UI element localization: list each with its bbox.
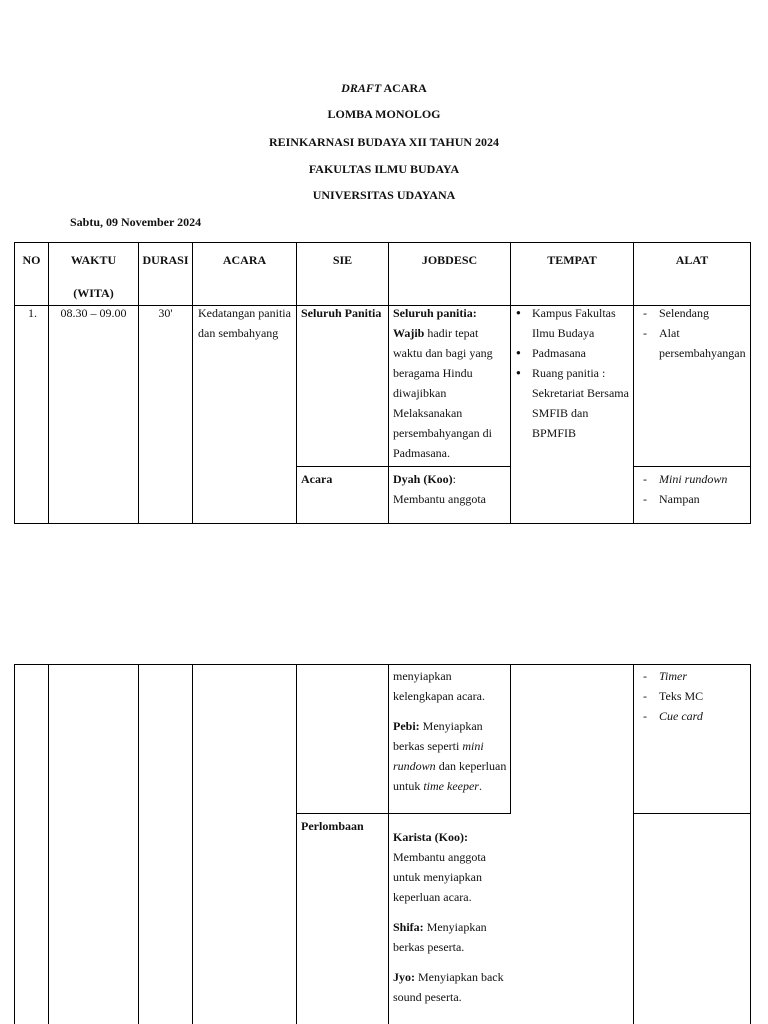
row1-jobdesc-acara bbox=[393, 469, 507, 509]
table1-col-line bbox=[633, 242, 634, 524]
title-line-4: FAKULTAS ILMU BUDAYA bbox=[308, 162, 460, 176]
alat-item: - Cue card bbox=[641, 706, 749, 726]
sie-label: Acara bbox=[301, 472, 333, 486]
table2-col-line bbox=[388, 664, 389, 1024]
tempat-item: ● Kampus Fakultas Ilmu Budaya bbox=[514, 303, 632, 343]
table1-bottom-border bbox=[14, 523, 751, 524]
tempat-item: ● Padmasana bbox=[514, 343, 632, 363]
table1-col-line bbox=[388, 242, 389, 524]
row1-sie-acara bbox=[301, 469, 387, 489]
job-text: menyiapkan kelengkapan acara. bbox=[393, 669, 485, 703]
row1-alat-acara bbox=[641, 469, 749, 509]
page2-jobdesc-acara bbox=[393, 666, 507, 796]
table2-col-line bbox=[138, 664, 139, 1024]
job-pebi: Pebi: Menyiapkan berkas seperti mini rundown dan keperluan untuk time keeper. bbox=[393, 719, 507, 793]
row1-alat-seluruh bbox=[641, 303, 749, 363]
header-alat: ALAT bbox=[675, 253, 709, 267]
row1-no: 1. bbox=[28, 306, 37, 320]
table1-col-line bbox=[510, 242, 511, 524]
sie-label: Seluruh Panitia bbox=[301, 306, 382, 320]
header-sie: SIE bbox=[332, 253, 353, 267]
table2-sie-divider bbox=[296, 813, 511, 814]
job-karista: Karista (Koo): Membantu anggota untuk menyiapkan keperluan acara. bbox=[393, 830, 486, 904]
alat-item: - Alat persembahyangan bbox=[641, 323, 749, 363]
table1-col-line bbox=[48, 242, 49, 524]
row1-sie-seluruh bbox=[301, 303, 387, 323]
table1-col-line bbox=[14, 242, 15, 524]
header-tempat: TEMPAT bbox=[547, 253, 597, 267]
job-jyo: Jyo: Menyiapkan back sound peserta. bbox=[393, 970, 504, 1004]
alat-list bbox=[641, 303, 749, 363]
header-durasi: DURASI bbox=[142, 253, 189, 267]
title-acara-word: ACARA bbox=[381, 81, 427, 95]
job-text: hadir tepat waktu dan bagi yang beragama Hindu diwajibkan Melaksanakan persembahyangan di Padmasana. bbox=[393, 326, 493, 460]
sie-label: Perlombaan bbox=[301, 819, 364, 833]
table1-col-line bbox=[192, 242, 193, 524]
table2-col-line bbox=[192, 664, 193, 1024]
event-date: Sabtu, 09 November 2024 bbox=[70, 215, 202, 229]
alat-item: - Timer bbox=[641, 666, 749, 686]
row1-acara: Kedatangan panitia dan sembahyang bbox=[198, 306, 291, 340]
page2-alat-acara bbox=[641, 666, 749, 726]
title-line-2: LOMBA MONOLOG bbox=[327, 107, 441, 121]
header-waktu-sub: (WITA) bbox=[73, 286, 114, 300]
table2-col-line bbox=[633, 664, 634, 1024]
table2-col-line bbox=[14, 664, 15, 1024]
alat-list bbox=[641, 469, 749, 509]
title-draft-word: DRAFT bbox=[341, 81, 382, 95]
page2-jobdesc-perlombaan bbox=[393, 827, 507, 1007]
alat-list bbox=[641, 666, 749, 726]
alat-item: - Nampan bbox=[641, 489, 749, 509]
row1-waktu: 08.30 – 09.00 bbox=[60, 306, 127, 320]
header-no: NO bbox=[22, 253, 41, 267]
tempat-list bbox=[514, 303, 632, 443]
table2-alat-divider bbox=[633, 813, 750, 814]
table1-top-border bbox=[14, 242, 751, 243]
job-person: Dyah (Koo) bbox=[393, 472, 453, 486]
row1-jobdesc-seluruh bbox=[393, 303, 507, 463]
alat-item: - Mini rundown bbox=[641, 469, 749, 489]
table2-col-line bbox=[510, 664, 511, 814]
table2-col-line bbox=[48, 664, 49, 1024]
page2-sie-perlombaan bbox=[301, 816, 387, 836]
header-jobdesc: JOBDESC bbox=[421, 253, 478, 267]
job-bold-word: Wajib bbox=[393, 326, 425, 340]
table2-col-line bbox=[296, 664, 297, 1024]
header-waktu: WAKTU bbox=[70, 253, 117, 267]
alat-item: - Selendang bbox=[641, 303, 749, 323]
table2-col-line bbox=[750, 664, 751, 1024]
title-line-5: UNIVERSITAS UDAYANA bbox=[312, 188, 456, 202]
job-person: Seluruh panitia: bbox=[393, 306, 477, 320]
job-shifa: Shifa: Menyiapkan berkas peserta. bbox=[393, 920, 487, 954]
table2-top-border bbox=[14, 664, 751, 665]
table1-col-line bbox=[138, 242, 139, 524]
alat-item: - Teks MC bbox=[641, 686, 749, 706]
title-line-1 bbox=[0, 81, 768, 96]
tempat-item: ● Ruang panitia : Sekretariat Bersama SMFIB dan BPMFIB bbox=[514, 363, 632, 443]
row1-durasi: 30' bbox=[158, 306, 173, 320]
table1-sie-divider bbox=[296, 466, 510, 467]
job-text: : Membantu anggota bbox=[393, 472, 486, 506]
table1-col-line bbox=[750, 242, 751, 524]
header-acara: ACARA bbox=[222, 253, 267, 267]
table1-alat-divider bbox=[633, 466, 750, 467]
title-line-3: REINKARNASI BUDAYA XII TAHUN 2024 bbox=[268, 135, 500, 149]
row1-tempat bbox=[514, 303, 632, 443]
table1-col-line bbox=[296, 242, 297, 524]
